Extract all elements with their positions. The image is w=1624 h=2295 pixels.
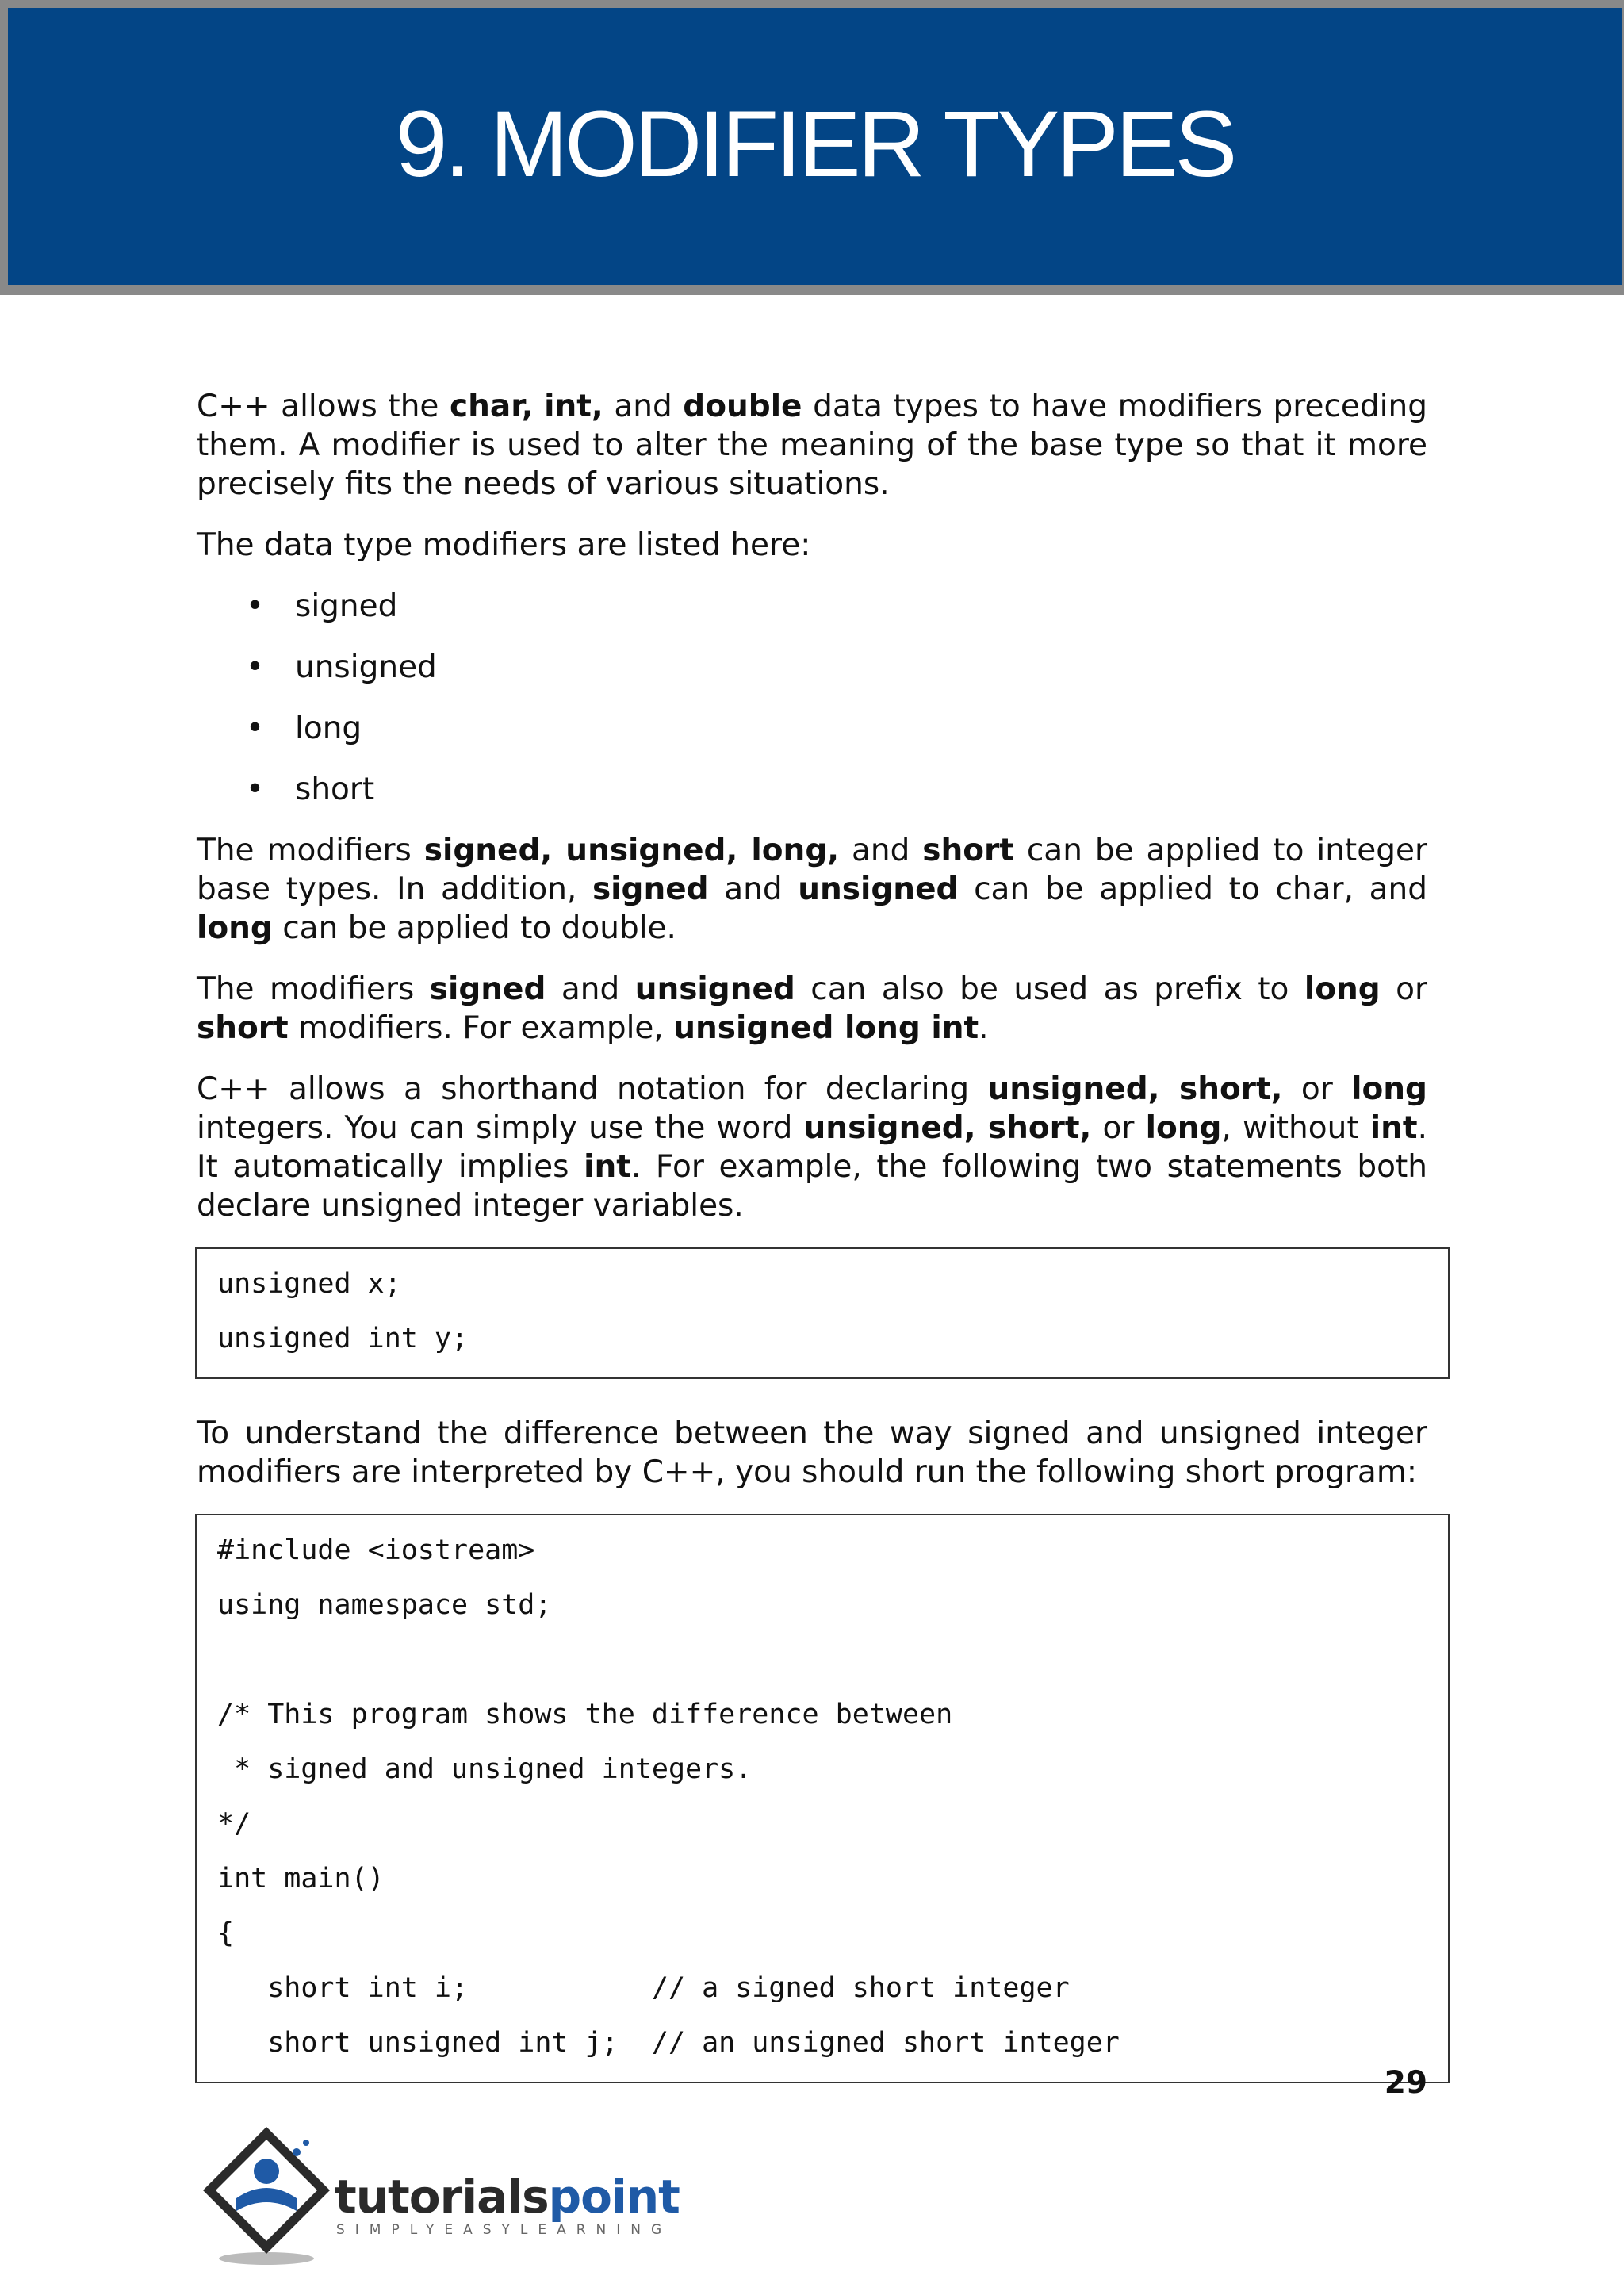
code-line: short unsigned int j; // an unsigned short integer: [217, 2027, 1120, 2059]
list-item: • signed: [197, 587, 1427, 626]
logo-head: [254, 2159, 279, 2184]
list-item: • unsigned: [197, 648, 1427, 687]
code-line: * signed and unsigned integers.: [217, 1753, 753, 1785]
integer-modifiers-paragraph: The modifiers signed, unsigned, long, and short can be applied to integer base types. In addition, signed and unsigned can be applied to char, and long can be applied to double.: [197, 833, 1427, 946]
logo-wordmark: tutorialspoint: [335, 2170, 680, 2224]
modifiers-lead: The data type modifiers are listed here:: [197, 527, 811, 563]
code-line: {: [217, 1918, 235, 1949]
code-line: unsigned int y;: [217, 1323, 469, 1354]
chapter-title: 9. MODIFIER TYPES: [395, 92, 1235, 197]
logo-diamond-icon: [195, 2122, 338, 2271]
list-item: • long: [197, 709, 1427, 748]
code-line: */: [217, 1808, 251, 1840]
chapter-header-frame: [0, 0, 1624, 295]
logo-dot: [303, 2140, 309, 2146]
shorthand-paragraph: C++ allows a shorthand notation for declaring unsigned, short, or long integers. You can simply use the word unsigned, short, or long, without int. It automatically implies int. For example, the following two statements both declare unsigned integer variables.: [197, 1071, 1427, 1224]
chapter-header: [8, 8, 1622, 285]
program-intro-paragraph: To understand the difference between the way signed and unsigned integer modifiers are interpreted by C++, you should run the following short program:: [197, 1416, 1427, 1490]
logo-dot: [293, 2148, 301, 2156]
code-line: short int i; // a signed short integer: [217, 1972, 1070, 2004]
code-line: #include <iostream>: [217, 1534, 535, 1566]
code-line: using namespace std;: [217, 1589, 552, 1621]
code-line: [217, 1641, 1427, 1695]
code-block-program: [195, 1514, 1450, 2083]
code-line: unsigned x;: [217, 1268, 401, 1300]
code-block-declarations: [195, 1247, 1450, 1379]
logo-shadow: [219, 2252, 314, 2265]
intro-paragraph: C++ allows the char, int, and double data types to have modifiers preceding them. A modifier is used to alter the meaning of the base type so that it more precisely fits the needs of various situations.: [197, 389, 1427, 502]
prefix-paragraph: The modifiers signed and unsigned can also be used as prefix to long or short modifiers. For example, unsigned long int.: [197, 971, 1428, 1046]
logo-tagline: SIMPLYEASYLEARNING: [336, 2222, 672, 2238]
code-line: /* This program shows the difference between: [217, 1699, 953, 1730]
modifier-list: [197, 587, 1427, 809]
page-number: 29: [1384, 2065, 1427, 2101]
page-content: [197, 387, 1427, 2118]
tutorialspoint-logo: [195, 2122, 687, 2271]
list-item: • short: [197, 770, 1427, 809]
code-line: int main(): [217, 1863, 385, 1895]
